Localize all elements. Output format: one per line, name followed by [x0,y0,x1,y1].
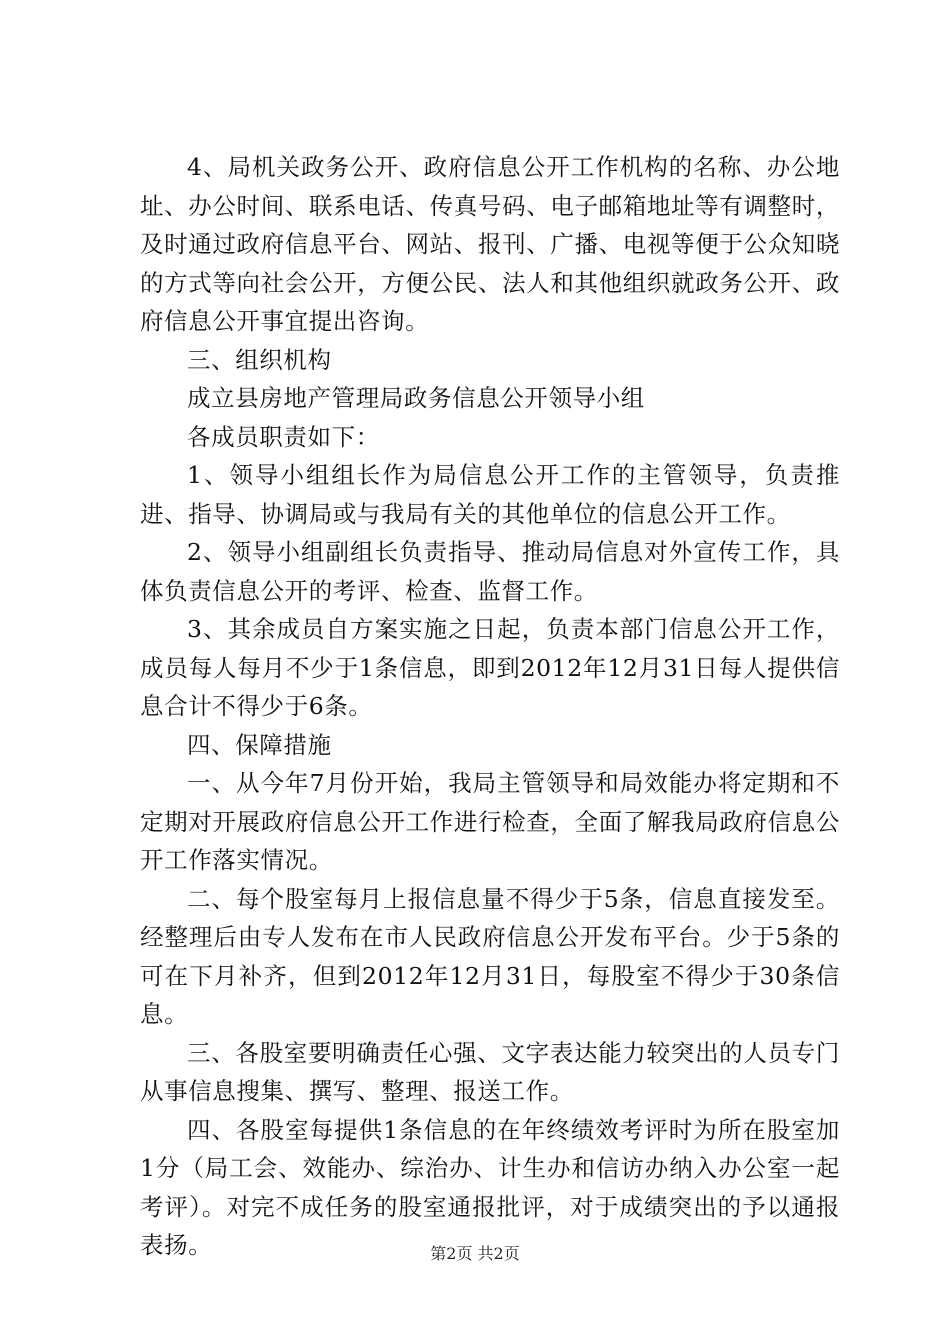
section-heading-measures: 四、保障措施 [187,730,332,759]
member-duties-intro: 各成员职责如下： [187,422,380,451]
paragraph-measure-quota: 二、每个股室每月上报信息量不得少于5条，信息直接发至。经整理后由专人发布在市人民政府信息公开发布平台。少于5条的可在下月补齐，但到2012年12月31日，每股室不得少于30条信息。 [140,884,840,1028]
paragraph-measure-inspection: 一、从今年7月份开始，我局主管领导和局效能办将定期和不定期对开展政府信息公开工作进行检查，全面了解我局政府信息公开工作落实情况。 [140,769,840,874]
section-heading-organization: 三、组织机构 [187,345,332,374]
page-footer: 第2页 共2页 [430,1244,520,1263]
paragraph-duty-members: 3、其余成员自方案实施之日起，负责本部门信息公开工作，成员每人每月不少于1条信息，即到2012年12月31日每人提供信息合计不得少于6条。 [140,615,840,720]
paragraph-duty-leader: 1、领导小组组长作为局信息公开工作的主管领导，负责推进、指导、协调局或与我局有关的其他单位的信息公开工作。 [140,461,840,528]
paragraph-contact-adjustment: 4、局机关政务公开、政府信息公开工作机构的名称、办公地址、办公时间、联系电话、传真号码、电子邮箱地址等有调整时，及时通过政府信息平台、网站、报刊、广播、电视等便于公众知晓的方式等向社会公开，方便公民、法人和其他组织就政务公开、政府信息公开事宜提出咨询。 [140,153,840,335]
leading-group-title: 成立县房地产管理局政务信息公开领导小组 [187,384,645,412]
paragraph-measure-staff: 三、各股室要明确责任心强、文字表达能力较突出的人员专门从事信息搜集、撰写、整理、报送工作。 [140,1038,840,1105]
paragraph-duty-deputy: 2、领导小组副组长负责指导、推动局信息对外宣传工作，具体负责信息公开的考评、检查、监督工作。 [140,538,840,605]
document-body [140,148,840,1265]
paragraph-measure-evaluation: 四、各股室每提供1条信息的在年终绩效考评时为所在股室加1分（局工会、效能办、综治办、计生办和信访办纳入办公室一起考评）。对完不成任务的股室通报批评，对于成绩突出的予以通报表扬。 [140,1115,840,1259]
